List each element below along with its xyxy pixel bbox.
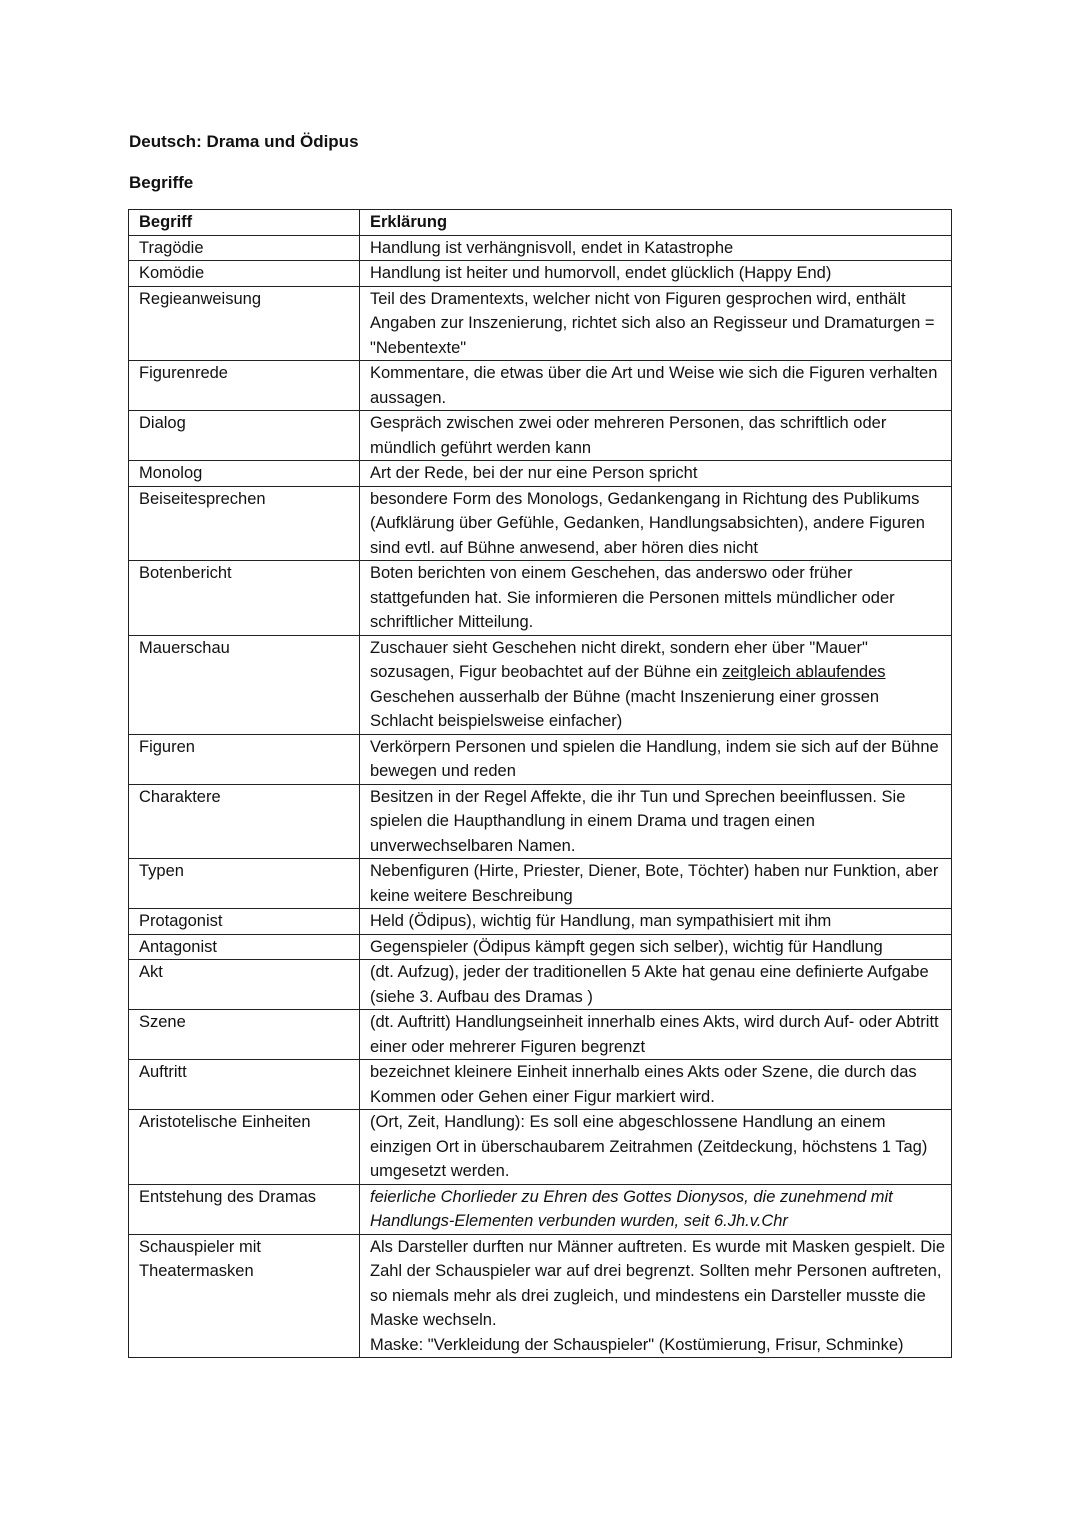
section-heading: Begriffe <box>129 173 194 192</box>
explanation-cell <box>360 635 952 734</box>
term-cell: Akt <box>129 960 360 1010</box>
term-cell: Regieanweisung <box>129 286 360 361</box>
term-cell: Botenbericht <box>129 561 360 636</box>
table-row <box>129 1184 952 1234</box>
explanation-cell: Verkörpern Personen und spielen die Handlung, indem sie sich auf der Bühne bewegen und reden <box>360 734 952 784</box>
explanation-cell: Gegenspieler (Ödipus kämpft gegen sich selber), wichtig für Handlung <box>360 934 952 960</box>
term-line: Schauspieler mit <box>139 1237 261 1256</box>
explanation-cell: (dt. Auftritt) Handlungseinheit innerhalb eines Akts, wird durch Auf- oder Abtritt einer oder mehrerer Figuren begrenzt <box>360 1010 952 1060</box>
term-cell: Antagonist <box>129 934 360 960</box>
term-cell: Beiseitesprechen <box>129 486 360 561</box>
term-cell: Mauerschau <box>129 635 360 734</box>
explanation-cell: Gespräch zwischen zwei oder mehreren Personen, das schriftlich oder mündlich geführt werden kann <box>360 411 952 461</box>
term-cell: Typen <box>129 859 360 909</box>
term-cell: Auftritt <box>129 1060 360 1110</box>
terms-table <box>128 209 952 1358</box>
table-row <box>129 859 952 909</box>
table-row <box>129 461 952 487</box>
explanation-cell: Handlung ist verhängnisvoll, endet in Katastrophe <box>360 235 952 261</box>
document-title: Deutsch: Drama und Ödipus <box>129 132 359 151</box>
table-row <box>129 960 952 1010</box>
explanation-cell: Boten berichten von einem Geschehen, das anderswo oder früher stattgefunden hat. Sie informieren die Personen mittels mündlicher oder schriftlicher Mitteilung. <box>360 561 952 636</box>
term-cell: Monolog <box>129 461 360 487</box>
table-row <box>129 1060 952 1110</box>
explanation-cell: bezeichnet kleinere Einheit innerhalb eines Akts oder Szene, die durch das Kommen oder Gehen einer Figur markiert wird. <box>360 1060 952 1110</box>
table-row <box>129 1010 952 1060</box>
table-row <box>129 286 952 361</box>
term-cell: Protagonist <box>129 909 360 935</box>
table-row <box>129 635 952 734</box>
table-row <box>129 261 952 287</box>
table-row <box>129 784 952 859</box>
table-row <box>129 411 952 461</box>
explanation-cell: Kommentare, die etwas über die Art und Weise wie sich die Figuren verhalten aussagen. <box>360 361 952 411</box>
header-term: Begriff <box>129 210 360 236</box>
explanation-cell: Handlung ist heiter und humorvoll, endet glücklich (Happy End) <box>360 261 952 287</box>
table-row <box>129 361 952 411</box>
term-cell: Charaktere <box>129 784 360 859</box>
explanation-cell: besondere Form des Monologs, Gedankengang in Richtung des Publikums (Aufklärung über Gefühle, Gedanken, Handlungsabsichten), andere Figuren sind evtl. auf Bühne anwesend, aber hören dies nicht <box>360 486 952 561</box>
explanation-cell: Nebenfiguren (Hirte, Priester, Diener, Bote, Töchter) haben nur Funktion, aber keine weitere Beschreibung <box>360 859 952 909</box>
explanation-cell: Held (Ödipus), wichtig für Handlung, man sympathisiert mit ihm <box>360 909 952 935</box>
table-row <box>129 734 952 784</box>
header-explanation: Erklärung <box>360 210 952 236</box>
table-row <box>129 1110 952 1185</box>
term-cell: Figuren <box>129 734 360 784</box>
explanation-text: Geschehen ausserhalb der Bühne (macht Inszenierung einer grossen Schlacht beispielsweise einfacher) <box>370 687 880 730</box>
term-cell: Dialog <box>129 411 360 461</box>
term-cell: Komödie <box>129 261 360 287</box>
explanation-text: Zuschauer sieht Geschehen nicht direkt, sondern eher über "Mauer" sozusagen, Figur beobachtet auf der Bühne ein <box>370 638 868 681</box>
term-cell: Szene <box>129 1010 360 1060</box>
table-row <box>129 486 952 561</box>
table-row <box>129 561 952 636</box>
explanation-cell: Teil des Dramentexts, welcher nicht von Figuren gesprochen wird, enthält Angaben zur Inszenierung, richtet sich also an Regisseur und Dramaturgen = "Nebentexte" <box>360 286 952 361</box>
term-cell: Entstehung des Dramas <box>129 1184 360 1234</box>
explanation-text: Als Darsteller durften nur Männer auftreten. Es wurde mit Masken gespielt. Die Zahl der Schauspieler war auf drei begrenzt. Sollten mehr Personen auftreten, so niemals mehr als drei zugleich, und mindestens ein Darsteller musste die Maske wechseln. <box>370 1237 946 1329</box>
underlined-text: zeitgleich ablaufendes <box>722 663 886 681</box>
term-cell <box>129 1234 360 1358</box>
table-header-row <box>129 210 952 236</box>
term-cell: Aristotelische Einheiten <box>129 1110 360 1185</box>
term-line: Theatermasken <box>139 1262 254 1280</box>
explanation-cell: Besitzen in der Regel Affekte, die ihr Tun und Sprechen beeinflussen. Sie spielen die Haupthandlung in einem Drama und tragen einen unverwechselbaren Namen. <box>360 784 952 859</box>
table-row <box>129 1234 952 1358</box>
explanation-cell <box>360 1234 952 1358</box>
explanation-cell: feierliche Chorlieder zu Ehren des Gottes Dionysos, die zunehmend mit Handlungs-Elementen verbunden wurden, seit 6.Jh.v.Chr <box>360 1184 952 1234</box>
explanation-cell: Art der Rede, bei der nur eine Person spricht <box>360 461 952 487</box>
explanation-text: Maske: "Verkleidung der Schauspieler" (Kostümierung, Frisur, Schminke) <box>370 1335 904 1354</box>
term-cell: Tragödie <box>129 235 360 261</box>
table-row <box>129 909 952 935</box>
term-cell: Figurenrede <box>129 361 360 411</box>
table-row <box>129 934 952 960</box>
explanation-cell: (dt. Aufzug), jeder der traditionellen 5 Akte hat genau eine definierte Aufgabe (siehe 3. Aufbau des Dramas ) <box>360 960 952 1010</box>
table-row <box>129 235 952 261</box>
explanation-cell: (Ort, Zeit, Handlung): Es soll eine abgeschlossene Handlung an einem einzigen Ort in überschaubarem Zeitrahmen (Zeitdeckung, höchstens 1 Tag) umgesetzt werden. <box>360 1110 952 1185</box>
